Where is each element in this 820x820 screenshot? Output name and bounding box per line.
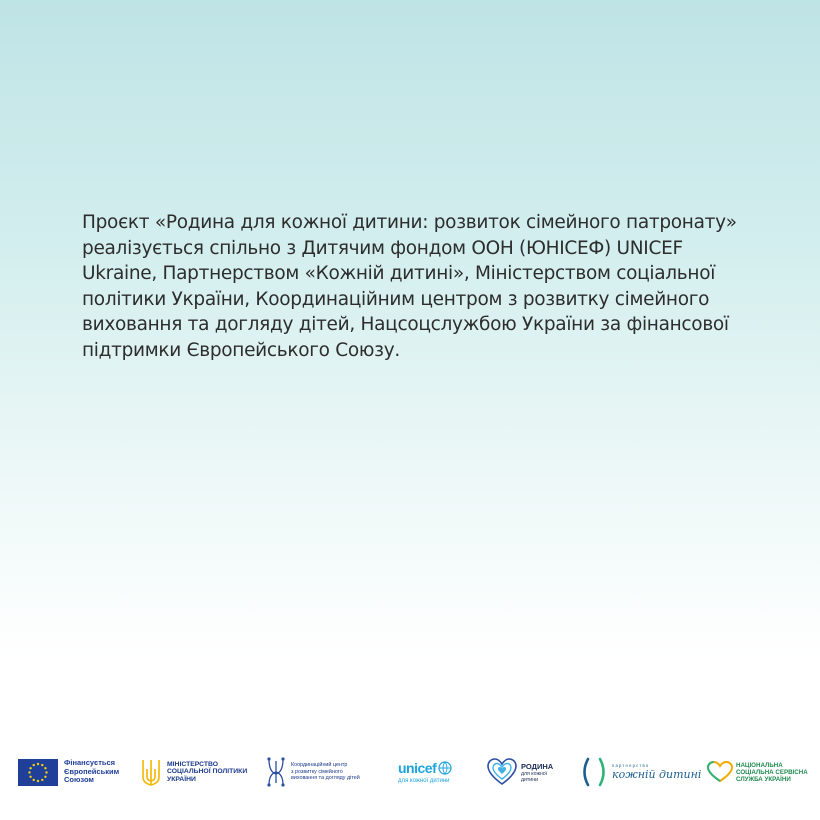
- ministry-line-2: СОЦІАЛЬНОЇ ПОЛІТИКИ: [167, 768, 248, 776]
- ministry-line-3: УКРАЇНИ: [167, 775, 196, 783]
- unicef-globe-icon: [438, 761, 452, 775]
- eu-flag-icon: [18, 759, 58, 786]
- rodyna-title: РОДИНА: [521, 761, 554, 771]
- trident-icon: [140, 757, 162, 787]
- rodyna-sub-2: дитини: [521, 776, 538, 783]
- rodyna-sub-1: для кожної: [521, 770, 548, 777]
- nss-line-2: СОЦІАЛЬНА СЕРВІСНА: [736, 768, 808, 776]
- eu-line-3: Союзом: [64, 775, 94, 785]
- coord-line-3: виховання та догляду дітей: [291, 775, 360, 782]
- nss-line-1: НАЦІОНАЛЬНА: [736, 761, 783, 769]
- partnership-small: партнерство: [612, 763, 650, 768]
- unicef-logo: [398, 748, 452, 796]
- coordination-emblem-icon: [265, 756, 287, 788]
- partnership-brackets-icon: [580, 757, 608, 787]
- eu-line-2: Європейським: [64, 766, 120, 776]
- social-service-logo-text: [736, 762, 808, 783]
- partnership-logo-text: [612, 763, 701, 781]
- partnership-big: кожній дитині: [612, 768, 702, 781]
- coord-line-1: Координаційний центр: [291, 762, 348, 769]
- rodyna-logo: [487, 748, 553, 796]
- unicef-tagline: для кожної дитини: [398, 778, 450, 784]
- nss-line-3: СЛУЖБА УКРАЇНИ: [736, 775, 791, 783]
- rodyna-logo-text: [521, 762, 553, 783]
- partner-logos-strip: [0, 748, 820, 796]
- social-service-logo: [707, 748, 808, 796]
- eu-line-1: Фінансується: [64, 758, 116, 768]
- ministry-logo-text: [167, 761, 247, 784]
- unicef-wordmark: [398, 760, 452, 776]
- eu-logo-text: [64, 759, 119, 785]
- project-description: Проєкт «Родина для кожної дитини: розвиток сімейного патронату» реалізується спільно з Дитячим фондом ООН (ЮНІСЕФ) UNICEF Ukraine, Партнерством «Кожній дитині», Міністерством соціальної політики України, Координаційним центром з розвитку сімейного виховання та догляду дітей, Нацсоцслужбою України за фінансової підтримки Європейського Союзу.: [82, 212, 737, 361]
- coord-line-2: з розвитку сімейного: [291, 768, 343, 775]
- coordination-logo-text: [291, 762, 360, 782]
- coordination-center-logo: [265, 748, 360, 796]
- ministry-logo: [140, 748, 247, 796]
- eu-logo: [18, 748, 119, 796]
- heart-icon: [487, 758, 517, 786]
- ministry-line-1: МІНІСТЕРСТВО: [167, 760, 219, 768]
- partnership-logo: [580, 748, 701, 796]
- unicef-word: unicef: [398, 760, 437, 776]
- nss-heart-icon: [707, 761, 733, 783]
